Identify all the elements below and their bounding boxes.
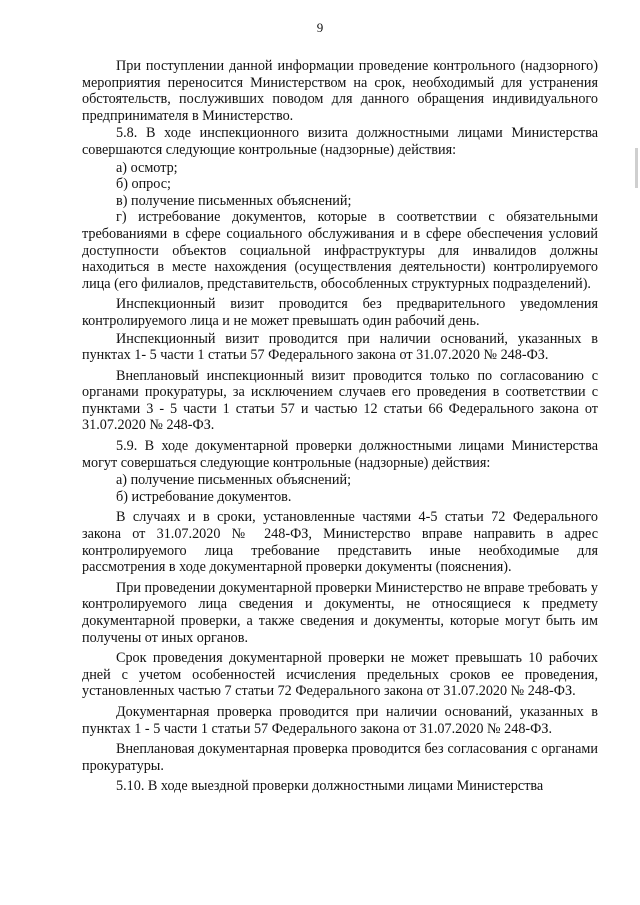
paragraph-5-8: 5.8. В ходе инспекционного визита должностными лицами Министерства совершаются следующие контрольные (надзорные) действия: bbox=[82, 125, 598, 158]
list-item: а) получение письменных объяснений; bbox=[116, 472, 352, 489]
paragraph-rescheduling: При поступлении данной информации проведение контрольного (надзорного) мероприятия переносится Министерством на срок, необходимый для устранения обстоятельств, послуживших поводом для данного обращения индивидуального предпринимателя в Министерство. bbox=[82, 58, 598, 124]
paragraph-5-10: 5.10. В ходе выездной проверки должностными лицами Министерства bbox=[116, 778, 544, 795]
paragraph-unplanned-visit: Внеплановый инспекционный визит проводится только по согласованию с органами прокуратуры, за исключением случаев его проведения в соответствии с пунктами 3 - 5 части 1 статьи 57 и частью 12 статьи 66 Федерального закона от 31.07.2020 № 248-ФЗ. bbox=[82, 367, 598, 434]
list-item: в) получение письменных объяснений; bbox=[116, 192, 352, 209]
scan-edge-mark bbox=[635, 148, 638, 188]
paragraph-visit-grounds: Инспекционный визит проводится при наличии оснований, указанных в пунктах 1- 5 части 1 статьи 57 Федерального закона от 31.07.2020 № 248-ФЗ. bbox=[82, 330, 598, 364]
page-number: 9 bbox=[316, 20, 324, 35]
list-item: а) осмотр; bbox=[116, 159, 178, 176]
paragraph-term: Срок проведения документарной проверки не может превышать 10 рабочих дней с учетом особенностей исчисления предельных сроков ее проведения, установленных частью 7 статьи 72 Федерального закона от 31.07.2020 № 248-ФЗ. bbox=[82, 650, 598, 700]
paragraph-request-documents: В случаях и в сроки, установленные частями 4-5 статьи 72 Федерального закона от 31.07.2020 № 248-ФЗ, Министерство вправе направить в адрес контролируемого лица требование представить иные необходимые для рассмотрения в ходе документарной проверки документы (пояснения). bbox=[82, 509, 598, 576]
paragraph-visit-no-notice: Инспекционный визит проводится без предварительного уведомления контролируемого лица и не может превышать один рабочий день. bbox=[82, 296, 598, 329]
document-body bbox=[82, 58, 598, 796]
paragraph-not-entitled: При проведении документарной проверки Министерство не вправе требовать у контролируемого лица сведения и документы, не относящиеся к предмету документарной проверки, а также сведения и документы, которые могут быть им получены от иных органов. bbox=[82, 579, 598, 646]
list-item: б) опрос; bbox=[116, 176, 171, 193]
list-item: б) истребование документов. bbox=[116, 488, 292, 505]
paragraph-5-9: 5.9. В ходе документарной проверки должностными лицами Министерства могут совершаться следующие контрольные (надзорные) действия: bbox=[82, 438, 598, 471]
paragraph-doc-check-grounds: Документарная проверка проводится при наличии оснований, указанных в пунктах 1 - 5 части 1 статьи 57 Федерального закона от 31.07.2020 № 248-ФЗ. bbox=[82, 703, 598, 737]
list-item-long: г) истребование документов, которые в соответствии с обязательными требованиями в сфере социального обслуживания и в сфере обеспечения условий доступности объектов социальной инфраструктуры для инвалидов должны находиться в месте нахождения (осуществления деятельности) контролируемого лица (его филиалов, представительств, обособленных структурных подразделений). bbox=[82, 209, 598, 292]
paragraph-unplanned-doc-check: Внеплановая документарная проверка проводится без согласования с органами прокуратуры. bbox=[82, 741, 598, 774]
